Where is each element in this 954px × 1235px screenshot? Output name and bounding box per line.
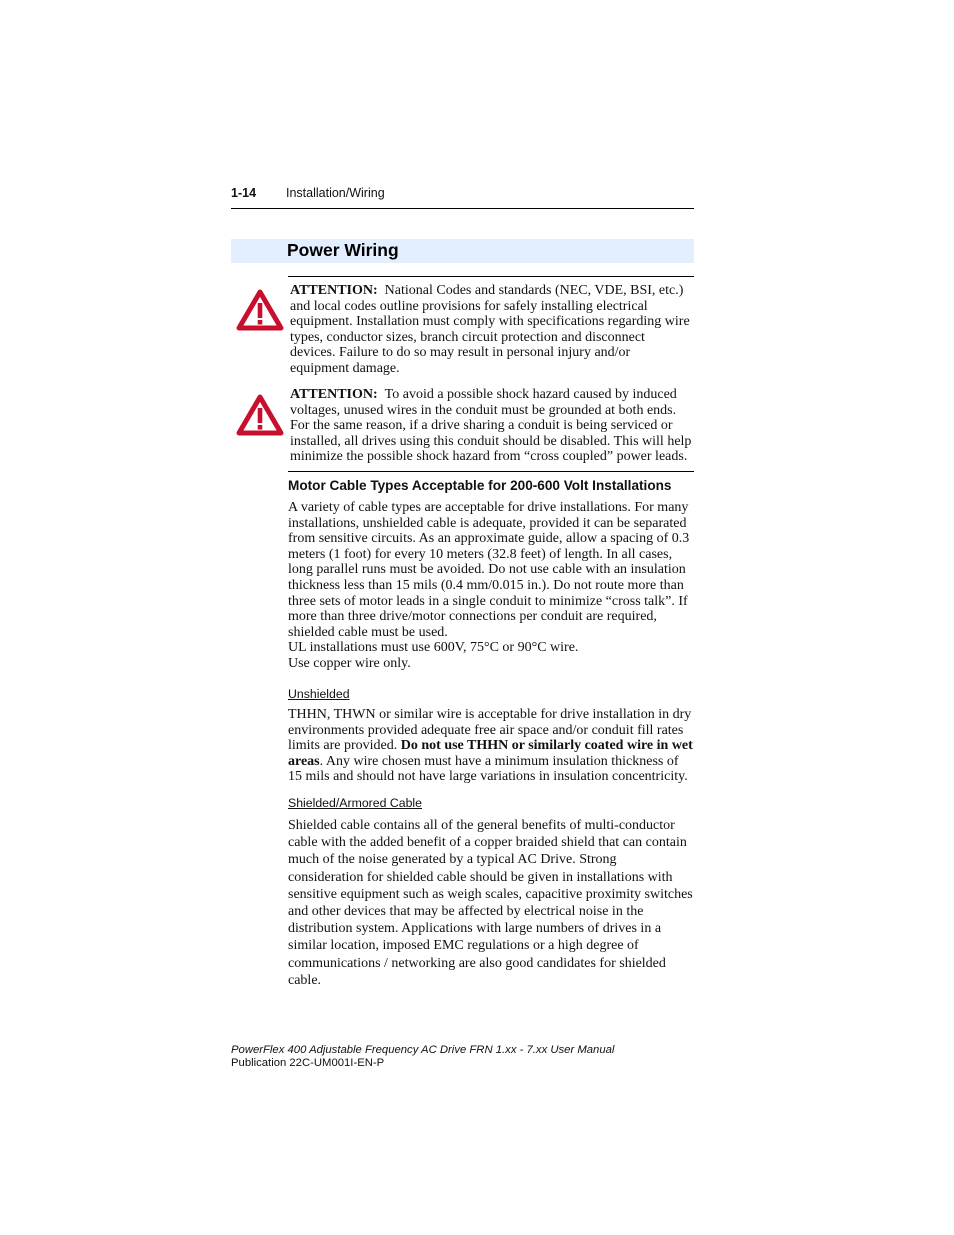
motor-cable-text: A variety of cable types are acceptable for drive installations. For many installations, unshielded cable is adequate, provided it can be separated from sensitive circuits. As an approximate guide, allow a spacing of 0.3 meters (1 foot) for every 10 meters (32.8 feet) of length. In all cases, long parallel runs must be avoided. Do not use cable with an insulation thickness less than 15 mils (0.4 mm/0.015 in.). Do not route more than three sets of motor leads in a single conduit to minimize “cross talk”. If more than three drive/motor connections per conduit are required, shielded cable must be used. [288,500,690,640]
unshielded-paragraph [288,707,694,785]
attention-text: National Codes and standards (NEC, VDE, BSI, etc.) and local codes outline provisions for safely installing electrical equipment. Installation must comply with specifications regarding wire types, conductor sizes, branch circuit protection and disconnect devices. Failure to do so may result in personal injury and/or equipment damage. [290,283,690,376]
footer-manual-title: PowerFlex 400 Adjustable Frequency AC Drive FRN 1.xx - 7.xx User Manual [231,1044,615,1056]
attention-text: To avoid a possible shock hazard caused by induced voltages, unused wires in the conduit must be grounded at both ends. For the same reason, if a drive sharing a conduit is being serviced or installed, all drives using this conduit should be disabled. This will help minimize the possible shock hazard from “cross coupled” power leads. [290,387,692,465]
motor-cable-heading: Motor Cable Types Acceptable for 200-600 Volt Installations [288,478,672,493]
attention-label: ATTENTION: [290,387,378,402]
shielded-heading: Shielded/Armored Cable [288,796,422,810]
shielded-paragraph: Shielded cable contains all of the general benefits of multi-conductor cable with the added benefit of a copper braided shield that can contain much of the noise generated by a typical AC Drive. Strong consideration for shielded cable should be given in installations with sensitive equipment such as weigh scales, capacitive proximity switches and other devices that may be affected by electrical noise in the distribution system. Applications with large numbers of drives in a similar location, imposed EMC regulations or a high degree of communications / networking are also good candidates for shielded cable. [288,818,693,988]
footer-publication: Publication 22C-UM001I-EN-P [231,1057,385,1069]
title-band [231,239,694,263]
attention-box [288,276,694,472]
section-name: Installation/Wiring [286,186,385,200]
attention-label: ATTENTION: [290,283,378,298]
unshielded-text: THHN, THWN or similar wire is acceptable for drive installation in dry environments provided adequate free air space and/or conduit fill rates limits are provided. [288,707,692,754]
ul-requirement: UL installations must use 600V, 75°C or 90°C wire. [288,640,579,656]
unshielded-warning: Do not use THHN or similarly coated wire in wet areas [288,738,693,769]
copper-requirement: Use copper wire only. [288,655,411,671]
page-number: 1-14 [231,186,257,200]
warning-triangle-icon [236,288,284,332]
motor-cable-paragraph [288,500,694,672]
unshielded-heading: Unshielded [288,687,350,701]
warning-triangle-icon [236,393,284,437]
page-header [231,184,694,209]
attention-notice [290,387,692,465]
page-title: Power Wiring [287,240,399,260]
attention-notice [290,283,692,377]
unshielded-text-end: . Any wire chosen must have a minimum insulation thickness of 15 mils and should not have large variations in insulation concentricity. [288,753,688,785]
